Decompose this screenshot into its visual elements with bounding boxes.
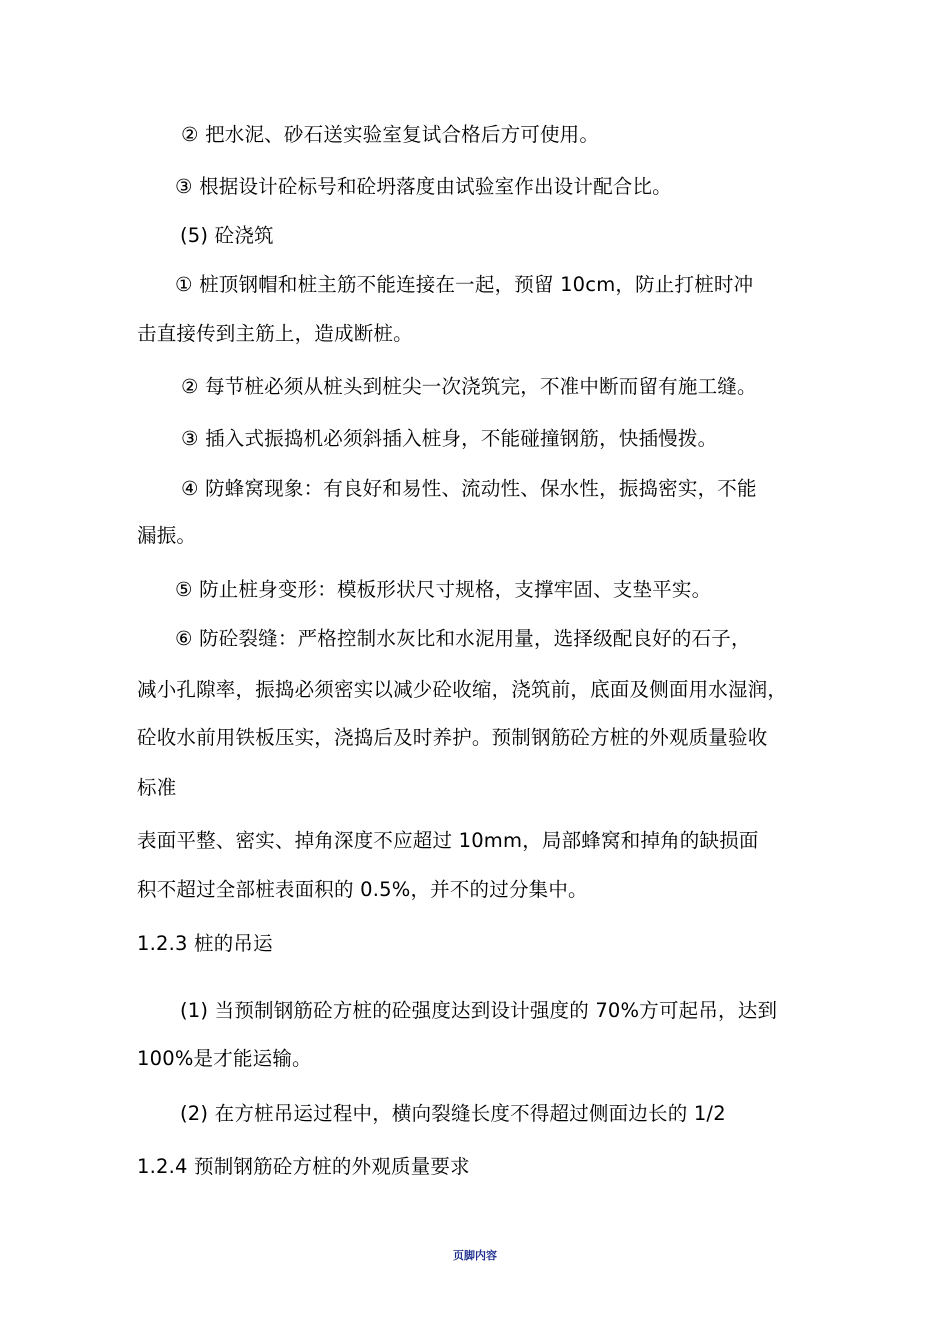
paragraph-line: 漏振。 <box>137 524 197 547</box>
paragraph-line: 100%是才能运输。 <box>137 1047 312 1070</box>
paragraph-line: ② 把水泥、砂石送实验室复试合格后方可使用。 <box>181 123 600 146</box>
section-heading: (5) 砼浇筑 <box>180 224 274 247</box>
paragraph-line: 标准 <box>137 776 177 799</box>
paragraph-line: ⑤ 防止桩身变形：模板形状尺寸规格，支撑牢固、支垫平实。 <box>175 578 712 601</box>
paragraph-line: (2) 在方桩吊运过程中，横向裂缝长度不得超过侧面边长的 1/2 <box>180 1102 726 1125</box>
paragraph-line: ③ 根据设计砼标号和砼坍落度由试验室作出设计配合比。 <box>175 175 672 198</box>
paragraph-line: ① 桩顶钢帽和桩主筋不能连接在一起，预留 10cm，防止打桩时冲 <box>175 273 754 296</box>
paragraph-line: 减小孔隙率，振捣必须密实以减少砼收缩，浇筑前，底面及侧面用水湿润， <box>137 678 788 701</box>
paragraph-line: ③ 插入式振捣机必须斜插入桩身，不能碰撞钢筋，快插慢拨。 <box>181 427 718 450</box>
paragraph-line: 击直接传到主筋上，造成断桩。 <box>137 322 413 345</box>
paragraph-line: 积不超过全部桩表面积的 0.5%，并不的过分集中。 <box>137 878 588 901</box>
section-heading: 1.2.3 桩的吊运 <box>137 932 273 955</box>
paragraph-line: 表面平整、密实、掉角深度不应超过 10mm，局部蜂窝和掉角的缺损面 <box>137 829 759 852</box>
paragraph-line: ⑥ 防砼裂缝：严格控制水灰比和水泥用量，选择级配良好的石子， <box>175 627 751 650</box>
section-heading: 1.2.4 预制钢筋砼方桩的外观质量要求 <box>137 1155 470 1178</box>
paragraph-line: (1) 当预制钢筋砼方桩的砼强度达到设计强度的 70%方可起吊，达到 <box>180 999 778 1022</box>
paragraph-line: ② 每节桩必须从桩头到桩尖一次浇筑完，不准中断而留有施工缝。 <box>181 375 757 398</box>
paragraph-line: ④ 防蜂窝现象：有良好和易性、流动性、保水性，振捣密实，不能 <box>181 477 757 500</box>
paragraph-line: 砼收水前用铁板压实，浇捣后及时养护。预制钢筋砼方桩的外观质量验收 <box>137 726 768 749</box>
page-footer: 页脚内容 <box>453 1249 497 1262</box>
